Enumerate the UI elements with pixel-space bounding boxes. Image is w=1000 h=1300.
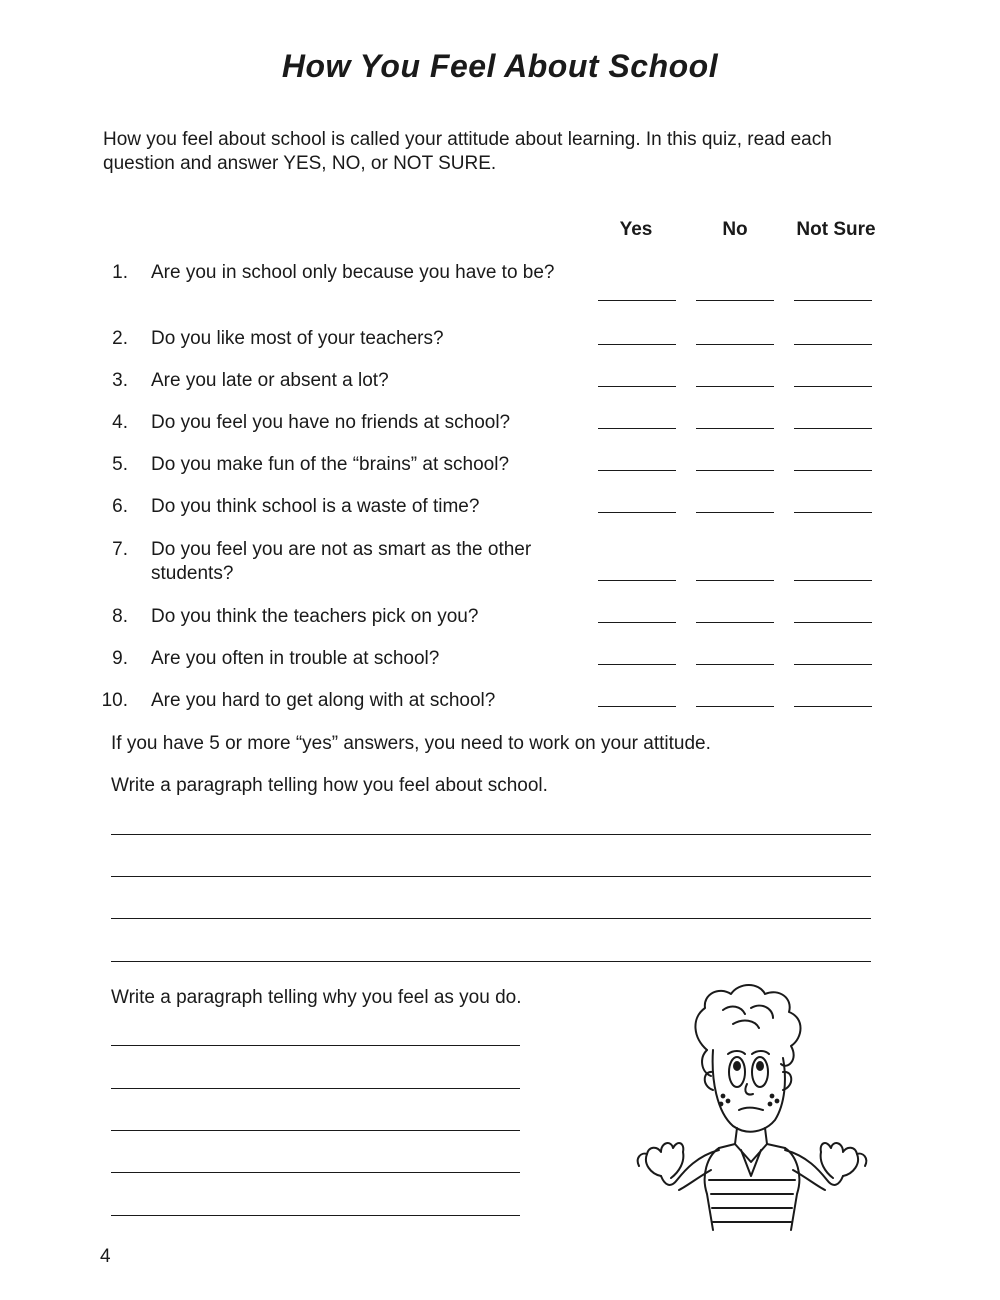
answer-blank-no[interactable]: [696, 428, 774, 429]
answer-blank-no[interactable]: [696, 706, 774, 707]
answer-line[interactable]: [111, 1088, 520, 1089]
question-text: Do you like most of your teachers?: [151, 328, 444, 349]
shrugging-boy-illustration: [615, 980, 870, 1240]
question-number: 7.: [112, 539, 128, 560]
answer-blank-not-sure[interactable]: [794, 512, 872, 513]
question-text: Are you in school only because you have to be?: [151, 262, 555, 283]
column-header-yes: Yes: [619, 219, 653, 240]
answer-line[interactable]: [111, 1172, 520, 1173]
scoring-note: If you have 5 or more “yes” answers, you need to work on your attitude.: [111, 733, 711, 754]
answer-blank-yes[interactable]: [598, 470, 676, 471]
question-number: 2.: [112, 328, 128, 349]
question-text: Are you often in trouble at school?: [151, 648, 440, 669]
answer-blank-not-sure[interactable]: [794, 622, 872, 623]
answer-blank-not-sure[interactable]: [794, 664, 872, 665]
answer-blank-no[interactable]: [696, 664, 774, 665]
answer-blank-not-sure[interactable]: [794, 580, 872, 581]
writing-prompt-why: Write a paragraph telling why you feel as you do.: [111, 987, 522, 1008]
answer-line[interactable]: [111, 1045, 520, 1046]
page-title: How You Feel About School: [281, 48, 719, 84]
answer-line[interactable]: [111, 918, 871, 919]
answer-blank-no[interactable]: [696, 622, 774, 623]
answer-blank-yes[interactable]: [598, 512, 676, 513]
question-text: Do you feel you have no friends at school?: [151, 412, 511, 433]
question-text: Are you late or absent a lot?: [151, 370, 389, 391]
answer-blank-not-sure[interactable]: [794, 470, 872, 471]
answer-blank-yes[interactable]: [598, 622, 676, 623]
answer-line[interactable]: [111, 1215, 520, 1216]
question-number: 9.: [112, 648, 128, 669]
question-text: Do you feel you are not as smart as the other students?: [151, 539, 532, 584]
answer-blank-yes[interactable]: [598, 344, 676, 345]
question-number: 4.: [112, 412, 128, 433]
answer-blank-yes[interactable]: [598, 386, 676, 387]
answer-blank-yes[interactable]: [598, 706, 676, 707]
column-header-not-sure: Not Sure: [796, 219, 876, 240]
answer-blank-yes[interactable]: [598, 664, 676, 665]
answer-blank-no[interactable]: [696, 300, 774, 301]
question-text: Do you think the teachers pick on you?: [151, 606, 479, 627]
writing-prompt-feel: Write a paragraph telling how you feel about school.: [111, 775, 548, 796]
answer-blank-not-sure[interactable]: [794, 386, 872, 387]
question-number: 1.: [112, 262, 128, 283]
question-number: 10.: [101, 690, 128, 711]
answer-blank-no[interactable]: [696, 470, 774, 471]
answer-blank-no[interactable]: [696, 580, 774, 581]
question-text: Do you make fun of the “brains” at school?: [151, 454, 510, 475]
answer-line[interactable]: [111, 961, 871, 962]
column-header-no: No: [722, 219, 748, 240]
answer-blank-no[interactable]: [696, 386, 774, 387]
answer-blank-yes[interactable]: [598, 580, 676, 581]
page-number: 4: [100, 1246, 111, 1267]
answer-blank-not-sure[interactable]: [794, 428, 872, 429]
answer-blank-not-sure[interactable]: [794, 344, 872, 345]
question-text: Do you think school is a waste of time?: [151, 496, 480, 517]
question-number: 6.: [112, 496, 128, 517]
answer-blank-not-sure[interactable]: [794, 706, 872, 707]
answer-line[interactable]: [111, 834, 871, 835]
answer-blank-no[interactable]: [696, 512, 774, 513]
answer-line[interactable]: [111, 876, 871, 877]
answer-blank-no[interactable]: [696, 344, 774, 345]
intro-paragraph: How you feel about school is called your attitude about learning. In this quiz, read each question and answer YES, NO, or NOT SURE.: [103, 129, 832, 174]
answer-blank-not-sure[interactable]: [794, 300, 872, 301]
answer-blank-yes[interactable]: [598, 300, 676, 301]
answer-blank-yes[interactable]: [598, 428, 676, 429]
question-number: 3.: [112, 370, 128, 391]
answer-line[interactable]: [111, 1130, 520, 1131]
question-number: 5.: [112, 454, 128, 475]
question-number: 8.: [112, 606, 128, 627]
question-text: Are you hard to get along with at school?: [151, 690, 496, 711]
